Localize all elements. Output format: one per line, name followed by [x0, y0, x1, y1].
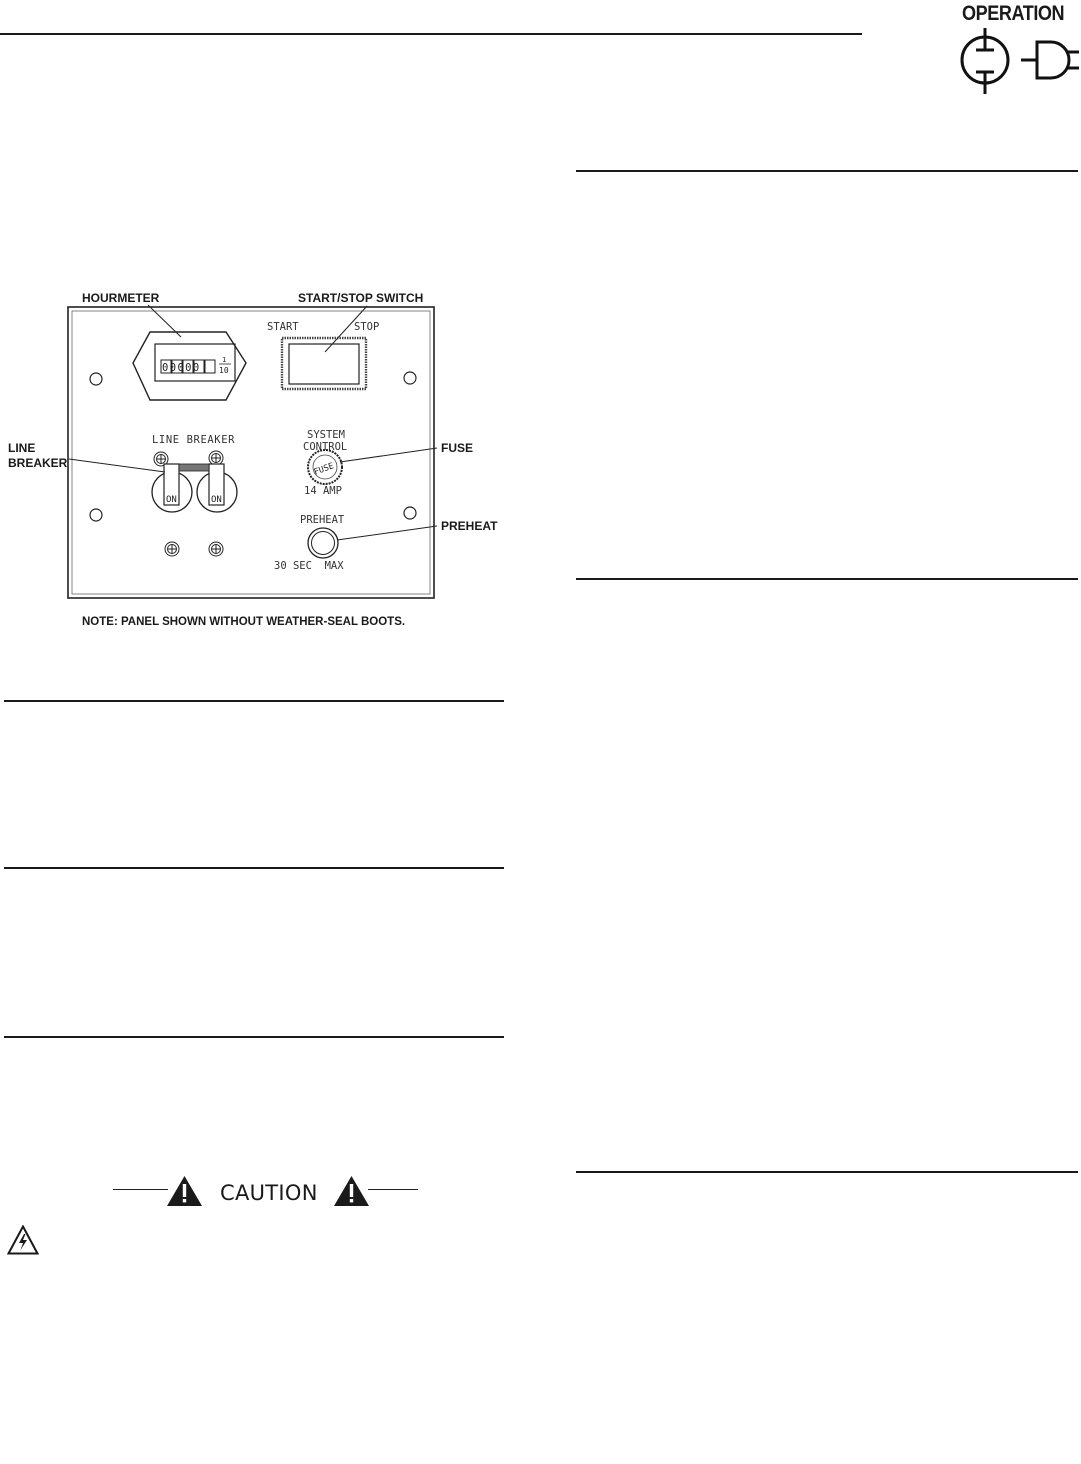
start-stop-switch-rocker — [289, 344, 359, 384]
breaker-right-on: ON — [211, 495, 222, 505]
stop-label: STOP — [354, 321, 380, 333]
electrical-hazard-icon — [7, 1225, 39, 1255]
breaker-tie-bar — [179, 464, 209, 471]
system-control-label-2: CONTROL — [303, 441, 348, 453]
preheat-label: PREHEAT — [300, 514, 345, 526]
breaker-screw — [209, 451, 223, 465]
fuse-amp-label: 14 AMP — [304, 485, 342, 497]
warning-triangle-icon — [333, 1175, 370, 1207]
mounting-hole — [90, 509, 102, 521]
panel-drawing — [0, 300, 540, 610]
caution-word: CAUTION — [220, 1181, 318, 1205]
left-section-rule-1 — [4, 700, 504, 702]
preheat-button-outer — [308, 528, 338, 558]
right-section-rule-1 — [576, 170, 1078, 172]
callout-line-breaker-1: LINE — [8, 441, 36, 455]
right-section-rule-2 — [576, 578, 1078, 580]
header-rule — [0, 33, 862, 35]
hourmeter-tenths-denominator: 10 — [219, 366, 229, 375]
callout-fuse: FUSE — [441, 441, 474, 455]
mounting-hole — [404, 372, 416, 384]
line-breaker-leader — [69, 459, 165, 472]
caution-line-left — [113, 1189, 168, 1190]
callout-preheat: PREHEAT — [441, 519, 498, 533]
hourmeter-tenths: 1 — [222, 356, 227, 364]
preheat-leader — [337, 526, 437, 540]
switch-and-plug-icon — [955, 28, 1081, 94]
hourmeter-digits: 00000 — [162, 362, 201, 374]
breaker-left-on: ON — [166, 495, 177, 505]
section-title: OPERATION — [962, 2, 1065, 25]
line-breaker-label: LINE BREAKER — [152, 434, 236, 446]
start-stop-switch-bezel — [282, 338, 366, 389]
panel-outline — [68, 307, 434, 598]
warning-triangle-icon — [166, 1175, 203, 1207]
callout-line-breaker-2: BREAKER — [8, 456, 68, 470]
left-section-rule-3 — [4, 1036, 504, 1038]
callout-start-stop-switch: START/STOP SWITCH — [298, 291, 424, 305]
left-section-rule-2 — [4, 867, 504, 869]
system-control-label-1: SYSTEM — [307, 429, 345, 441]
start-label: START — [267, 321, 299, 333]
panel-inner-outline — [72, 311, 430, 594]
panel-screw — [165, 542, 179, 556]
caution-line-right — [368, 1189, 418, 1190]
right-section-rule-3 — [576, 1171, 1078, 1173]
fuse-leader — [340, 448, 437, 462]
mounting-hole — [404, 507, 416, 519]
panel-screw — [209, 542, 223, 556]
preheat-button-inner — [312, 532, 335, 555]
fuse-cap-text: FUSE — [312, 461, 336, 478]
preheat-limit-label: 30 SEC MAX — [274, 560, 344, 572]
figure-note: NOTE: PANEL SHOWN WITHOUT WEATHER-SEAL BOOTS. — [82, 616, 406, 628]
mounting-hole — [90, 373, 102, 385]
callout-hourmeter: HOURMETER — [82, 291, 160, 305]
